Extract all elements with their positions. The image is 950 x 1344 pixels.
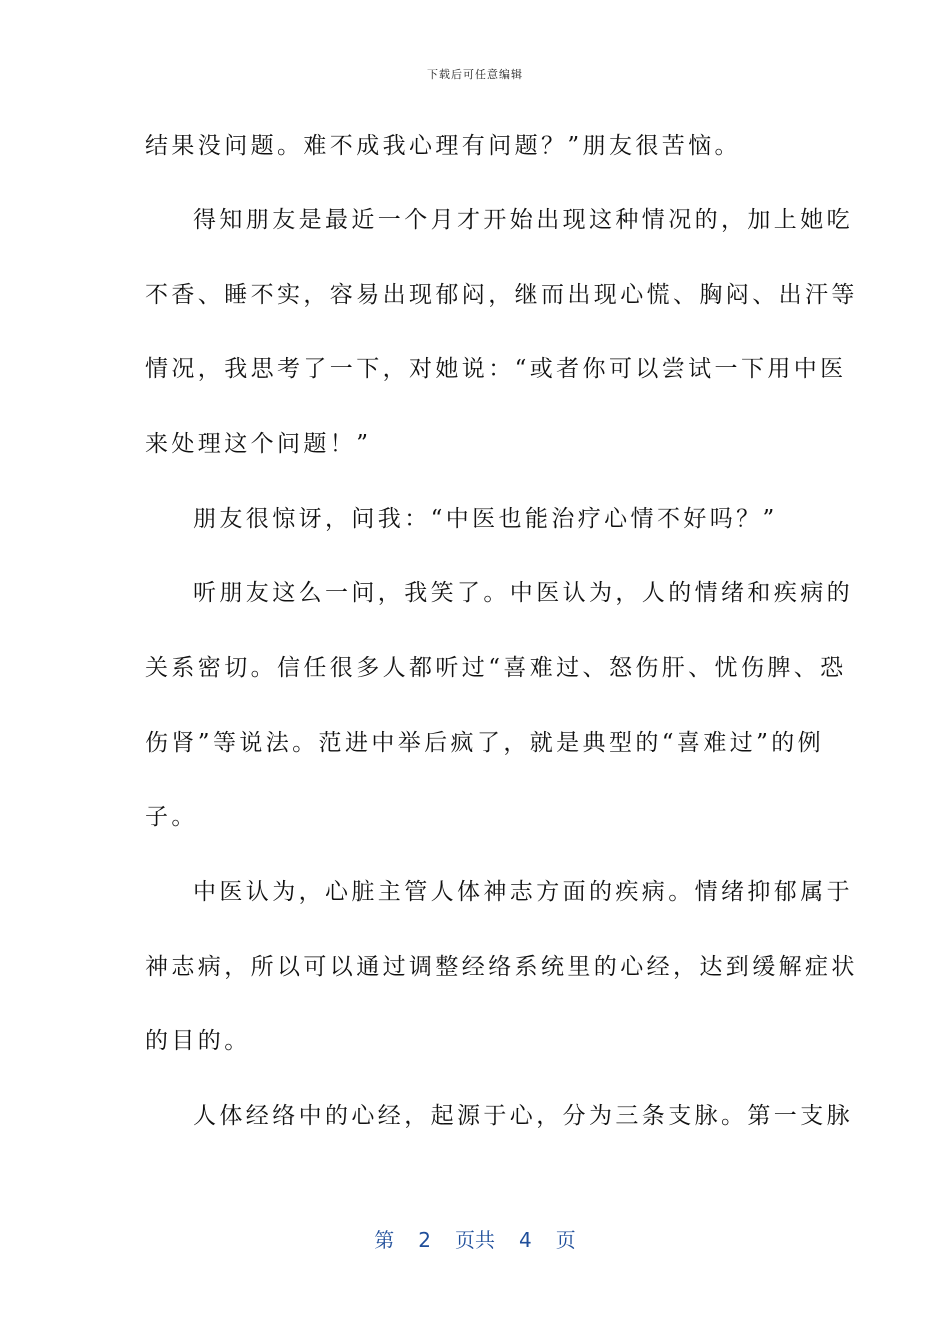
- body-line: 神志病，所以可以通过调整经络系统里的心经，达到缓解症状: [145, 954, 858, 980]
- body-line: 的目的。: [145, 1028, 251, 1054]
- paragraph-first-line: 朋友很惊讶，问我：“中医也能治疗心情不好吗？”: [193, 506, 778, 532]
- paragraph-first-line: 听朋友这么一问，我笑了。中医认为，人的情绪和疾病的: [193, 580, 853, 606]
- paragraph-first-line: 得知朋友是最近一个月才开始出现这种情况的，加上她吃: [193, 207, 853, 233]
- footer-ye: 页: [555, 1228, 576, 1252]
- footer-ye-gong: 页共: [455, 1228, 495, 1252]
- body-line: 结果没问题。难不成我心理有问题？”朋友很苦恼。: [145, 133, 741, 159]
- body-line: 关系密切。信任很多人都听过“喜难过、怒伤肝、忧伤脾、恐: [145, 655, 847, 681]
- body-line: 情况，我思考了一下，对她说：“或者你可以尝试一下用中医: [145, 356, 847, 382]
- current-page-number: 2: [418, 1228, 431, 1252]
- page-header: 下载后可任意编辑: [427, 68, 523, 81]
- page-footer: [0, 1224, 950, 1253]
- paragraph-first-line: 人体经络中的心经，起源于心，分为三条支脉。第一支脉: [193, 1103, 853, 1129]
- total-page-count: 4: [519, 1228, 532, 1252]
- footer-di: 第: [374, 1228, 395, 1252]
- body-line: 来处理这个问题！”: [145, 431, 372, 457]
- body-line: 不香、睡不实，容易出现郁闷，继而出现心慌、胸闷、出汗等: [145, 282, 858, 308]
- paragraph-first-line: 中医认为，心脏主管人体神志方面的疾病。情绪抑郁属于: [193, 879, 853, 905]
- body-line: 伤肾”等说法。范进中举后疯了，就是典型的“喜难过”的例: [145, 730, 825, 756]
- body-line: 子。: [145, 804, 198, 830]
